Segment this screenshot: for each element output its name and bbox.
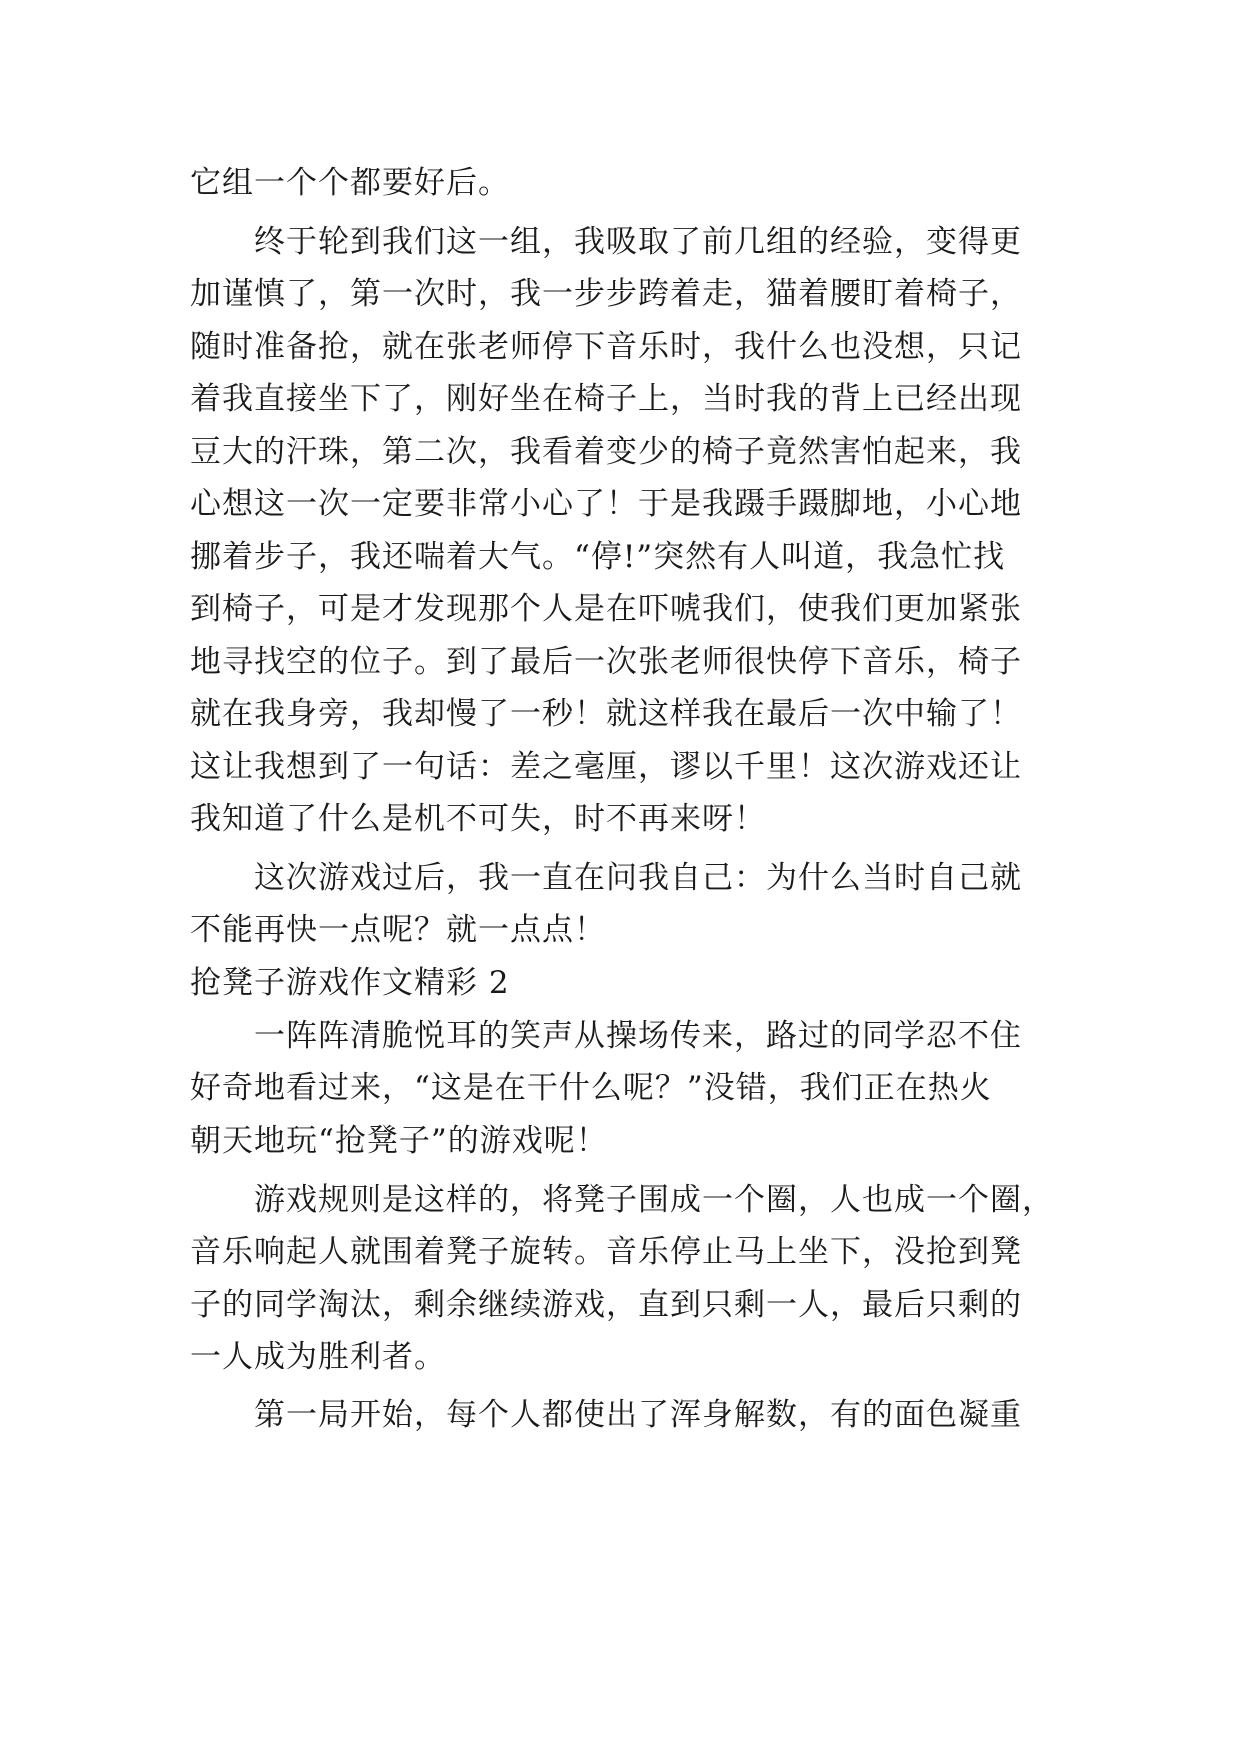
- paragraph-start-line: 一阵阵清脆悦耳的笑声从操场传来，路过的同学忍不住: [254, 1018, 1022, 1054]
- paragraph-start-line: 终于轮到我们这一组，我吸取了前几组的经验，变得更: [254, 224, 1022, 260]
- text-line: 就在我身旁，我却慢了一秒！就这样我在最后一次中输了！: [190, 696, 1022, 732]
- text-line: 心想这一次一定要非常小心了！于是我蹑手蹑脚地，小心地: [190, 486, 1022, 522]
- paragraph-start-line: 第一局开始，每个人都使出了浑身解数，有的面色凝重: [254, 1397, 1022, 1433]
- text-line: 着我直接坐下了，刚好坐在椅子上，当时我的背上已经出现: [190, 381, 1022, 417]
- text-line: 不能再快一点呢？就一点点！: [190, 912, 606, 948]
- section-heading: 抢凳子游戏作文精彩 2: [190, 965, 510, 1001]
- paragraph-start-line: 这次游戏过后，我一直在问我自己：为什么当时自己就: [254, 860, 1022, 896]
- text-line: 加谨慎了，第一次时，我一步步跨着走，猫着腰盯着椅子，: [190, 276, 1022, 312]
- text-line: 挪着步子，我还喘着大气。“停!”突然有人叫道，我急忙找: [190, 539, 1006, 575]
- paragraph-start-line: 游戏规则是这样的，将凳子围成一个圈，人也成一个圈，: [254, 1182, 1054, 1218]
- text-line: 子的同学淘汰，剩余继续游戏，直到只剩一人，最后只剩的: [190, 1287, 1022, 1323]
- text-line: 地寻找空的位子。到了最后一次张老师很快停下音乐，椅子: [190, 644, 1022, 680]
- text-line: 豆大的汗珠，第二次，我看着变少的椅子竟然害怕起来，我: [190, 434, 1022, 470]
- text-line: 一人成为胜利者。: [190, 1339, 446, 1375]
- text-line: 音乐响起人就围着凳子旋转。音乐停止马上坐下，没抢到凳: [190, 1234, 1022, 1270]
- text-line: 我知道了什么是机不可失，时不再来呀！: [190, 801, 766, 837]
- text-line: 它组一个个都要好后。: [190, 165, 510, 201]
- text-line: 到椅子，可是才发现那个人是在吓唬我们，使我们更加紧张: [190, 591, 1022, 627]
- text-line: 朝天地玩“抢凳子”的游戏呢！: [190, 1123, 608, 1159]
- text-line: 随时准备抢，就在张老师停下音乐时，我什么也没想，只记: [190, 329, 1022, 365]
- text-line: 这让我想到了一句话：差之毫厘，谬以千里！这次游戏还让: [190, 749, 1022, 785]
- text-line: 好奇地看过来，“这是在干什么呢？”没错，我们正在热火: [190, 1070, 992, 1106]
